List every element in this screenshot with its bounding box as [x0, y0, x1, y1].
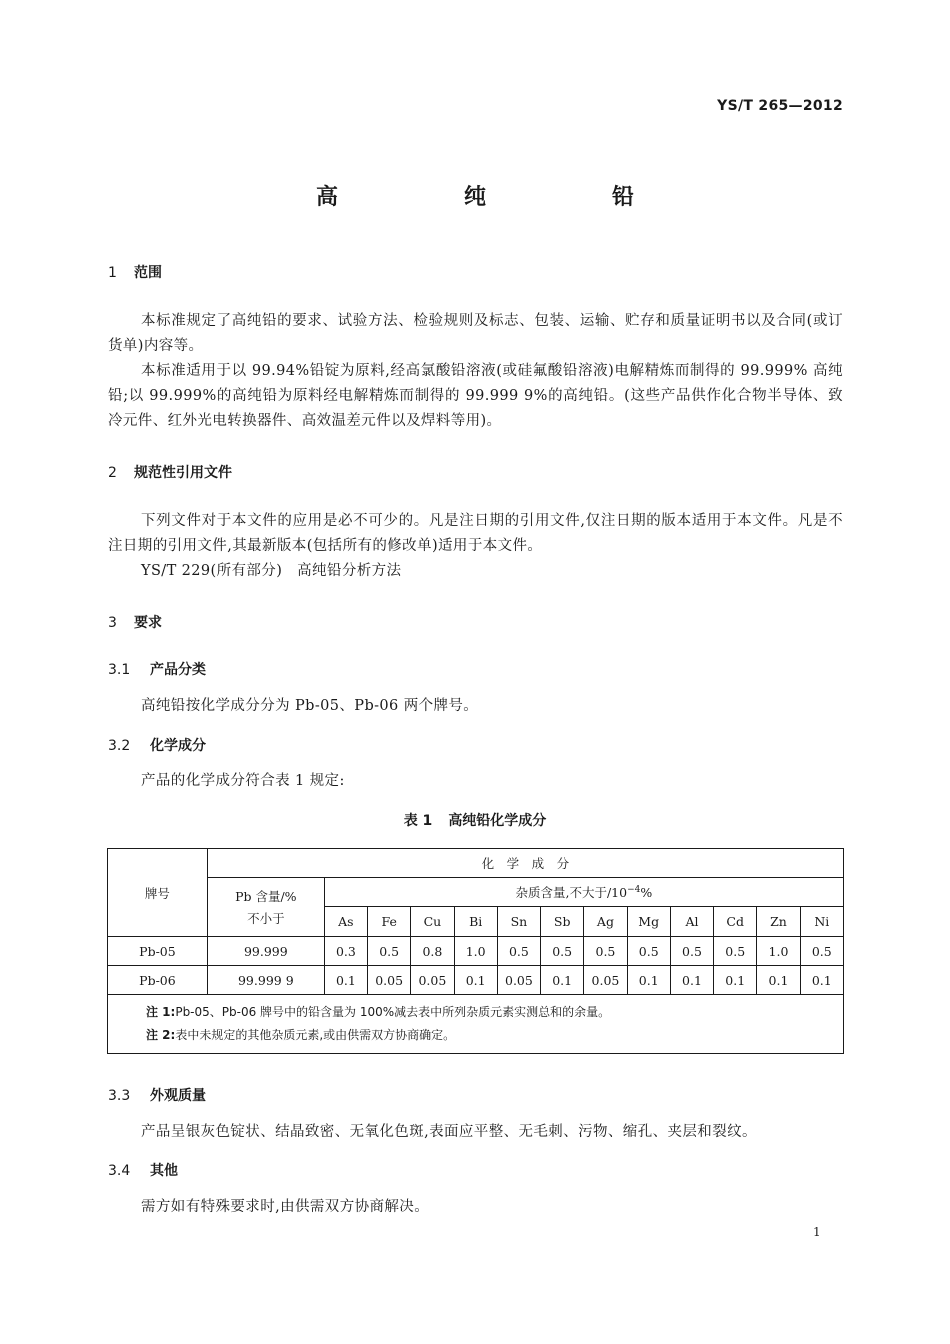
section-number: 3 [108, 615, 117, 631]
page-number: 1 [813, 1225, 821, 1239]
section-title: 产品分类 [150, 662, 206, 678]
grade-cell: Pb-05 [108, 937, 208, 966]
impurity-cell: 0.5 [584, 937, 627, 966]
impurity-cell: 1.0 [454, 937, 497, 966]
element-header: Sb [541, 907, 584, 937]
element-header: Al [670, 907, 713, 937]
table-notes [108, 995, 844, 1054]
standard-code: YS/T 265—2012 [717, 98, 843, 114]
chemical-composition-table [107, 848, 844, 1054]
header-pb-content [207, 878, 324, 937]
header-impurity-unit: % [640, 885, 653, 900]
header-chemical-composition: 化 学 成 分 [207, 849, 843, 878]
table-note [146, 1001, 843, 1024]
note-text: Pb-05、Pb-06 牌号中的铅含量为 100%减去表中所列杂质元素实测总和的余量。 [175, 1005, 611, 1019]
impurity-cell: 0.8 [411, 937, 454, 966]
impurity-cell: 0.5 [800, 937, 843, 966]
section-number: 2 [108, 465, 117, 481]
pb-content-cell: 99.999 [207, 937, 324, 966]
element-header: Zn [757, 907, 800, 937]
section-1-heading [108, 262, 162, 282]
header-impurity-exponent: −4 [627, 884, 641, 895]
element-header: Ni [800, 907, 843, 937]
section-number: 1 [108, 265, 117, 281]
paragraph: 需方如有特殊要求时,由供需双方协商解决。 [141, 1199, 430, 1215]
grade-cell: Pb-06 [108, 966, 208, 995]
paragraph: 本标准规定了高纯铅的要求、试验方法、检验规则及标志、包装、运输、贮存和质量证明书以及合同(或订货单)内容等。 [108, 313, 843, 354]
header-impurity-text: 杂质含量,不大于/10 [515, 885, 628, 900]
impurity-cell: 0.1 [800, 966, 843, 995]
note-text: 表中未规定的其他杂质元素,或由供需双方协商确定。 [175, 1028, 456, 1042]
impurity-cell: 1.0 [757, 937, 800, 966]
section-3-2-heading [108, 735, 206, 755]
section-title: 外观质量 [150, 1088, 206, 1104]
header-pb-line2: 不小于 [247, 911, 285, 926]
header-grade: 牌号 [108, 849, 208, 937]
section-3-heading [108, 612, 162, 632]
section-title: 其他 [150, 1163, 178, 1179]
element-header: Ag [584, 907, 627, 937]
pb-content-cell: 99.999 9 [207, 966, 324, 995]
impurity-cell: 0.1 [714, 966, 757, 995]
impurity-cell: 0.1 [627, 966, 670, 995]
impurity-cell: 0.5 [497, 937, 540, 966]
section-3-3-heading [108, 1085, 206, 1105]
impurity-cell: 0.5 [541, 937, 584, 966]
paragraph: 本标准适用于以 99.94%铅锭为原料,经高氯酸铅溶液(或硅氟酸铅溶液)电解精炼而制得的 99.999% 高纯铅;以 99.999%的高纯铅为原料经电解精炼而制得的 99.999 9%的高纯铅。(这些产品供作化合物半导体、致冷元件、红外光电转换器件、高效温差元件以及焊料等用)。 [108, 363, 843, 429]
impurity-cell: 0.3 [324, 937, 367, 966]
document-title: 高 纯 铅 [315, 185, 686, 210]
impurity-cell: 0.05 [368, 966, 411, 995]
element-header: Bi [454, 907, 497, 937]
paragraph: 高纯铅按化学成分分为 Pb-05、Pb-06 两个牌号。 [141, 698, 479, 714]
table-caption [0, 810, 950, 830]
note-label: 注 2: [146, 1028, 176, 1042]
paragraph: 产品的化学成分符合表 1 规定: [141, 773, 345, 789]
section-number: 3.4 [108, 1163, 131, 1179]
section-3-4-heading [108, 1160, 178, 1180]
table-row [108, 937, 844, 966]
header-pb-line1: Pb 含量/% [235, 889, 297, 904]
element-header: Fe [368, 907, 411, 937]
element-header: As [324, 907, 367, 937]
element-header: Mg [627, 907, 670, 937]
paragraph: 下列文件对于本文件的应用是必不可少的。凡是注日期的引用文件,仅注日期的版本适用于本文件。凡是不注日期的引用文件,其最新版本(包括所有的修改单)适用于本文件。 [108, 513, 843, 554]
section-2-heading [108, 462, 232, 482]
table-caption-title: 高纯铅化学成分 [448, 813, 547, 829]
impurity-cell: 0.1 [454, 966, 497, 995]
impurity-cell: 0.05 [497, 966, 540, 995]
section-title: 化学成分 [150, 738, 206, 754]
impurity-cell: 0.1 [324, 966, 367, 995]
impurity-cell: 0.1 [757, 966, 800, 995]
impurity-cell: 0.5 [368, 937, 411, 966]
element-header: Sn [497, 907, 540, 937]
impurity-cell: 0.5 [627, 937, 670, 966]
section-number: 3.2 [108, 738, 131, 754]
note-label: 注 1: [146, 1005, 176, 1019]
impurity-cell: 0.5 [670, 937, 713, 966]
impurity-cell: 0.1 [541, 966, 584, 995]
table-row [108, 966, 844, 995]
impurity-cell: 0.05 [584, 966, 627, 995]
element-header: Cu [411, 907, 454, 937]
paragraph: 产品呈银灰色锭状、结晶致密、无氧化色斑,表面应平整、无毛刺、污物、缩孔、夹层和裂纹。 [141, 1124, 757, 1140]
impurity-cell: 0.5 [714, 937, 757, 966]
table-note [146, 1024, 843, 1047]
header-impurity [324, 878, 843, 907]
element-header: Cd [714, 907, 757, 937]
section-title: 范围 [134, 265, 162, 281]
section-3-1-heading [108, 659, 206, 679]
reference-entry: YS/T 229(所有部分) 高纯铅分析方法 [141, 563, 402, 579]
impurity-cell: 0.05 [411, 966, 454, 995]
impurity-cell: 0.1 [670, 966, 713, 995]
table-caption-label: 表 1 [403, 813, 433, 829]
section-number: 3.1 [108, 662, 131, 678]
section-title: 要求 [134, 615, 162, 631]
section-title: 规范性引用文件 [134, 465, 232, 481]
section-number: 3.3 [108, 1088, 131, 1104]
